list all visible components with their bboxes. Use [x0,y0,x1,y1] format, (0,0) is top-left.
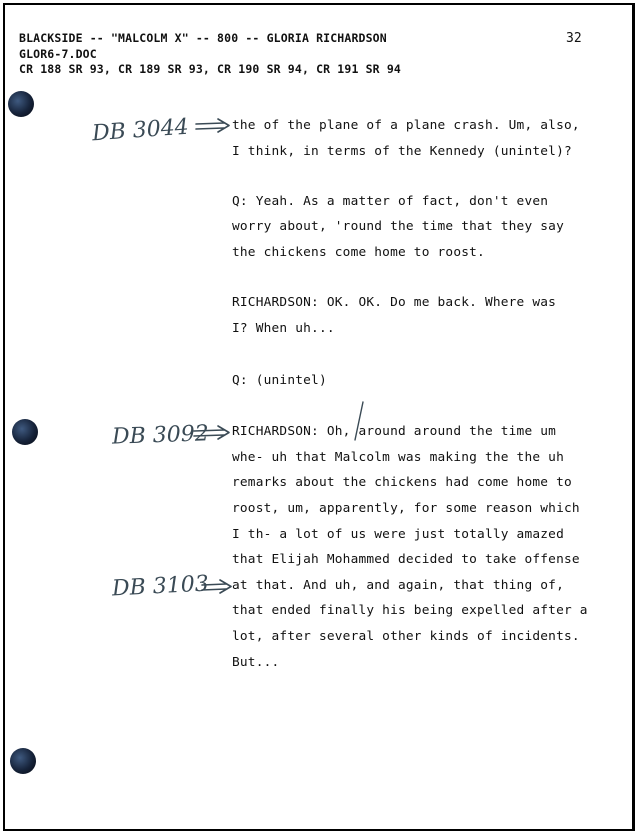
transcript-line: at that. And uh, and again, that thing of, [232,578,564,593]
transcript-line: I th- a lot of us were just totally amazed [232,527,564,542]
transcript-line: Q: Yeah. As a matter of fact, don't even [232,194,549,209]
transcript-line: the of the plane of a plane crash. Um, also, [232,118,580,133]
binder-hole-top [8,91,34,117]
transcript-line: RICHARDSON: Oh, around around the time um [232,424,557,439]
transcript-line: roost, um, apparently, for some reason which [232,501,580,516]
transcript-line: Q: (unintel) [232,373,327,388]
transcript-line: whe- uh that Malcolm was making the the uh [232,450,564,465]
handwritten-slash-mark [351,400,367,442]
binder-hole-bottom [10,748,36,774]
transcript-line: remarks about the chickens had come home to [232,475,572,490]
handwritten-arrow-icon [200,579,234,597]
transcript-line: RICHARDSON: OK. OK. Do me back. Where was [232,295,557,310]
handwritten-arrow-icon [194,118,232,136]
transcript-line: worry about, 'round the time that they say [232,219,564,234]
header-reel-line: CR 188 SR 93, CR 189 SR 93, CR 190 SR 94, CR 191 SR 94 [19,62,401,76]
transcript-line: lot, after several other kinds of incidents. [232,629,580,644]
handwritten-arrow-icon [192,424,232,442]
transcript-line: I? When uh... [232,321,335,336]
header-title-line: BLACKSIDE -- "MALCOLM X" -- 800 -- GLORIA RICHARDSON [19,31,387,45]
transcript-line: that Elijah Mohammed decided to take offense [232,552,580,567]
transcript-line: But... [232,655,280,670]
handwritten-db-note: DB 3103 [111,571,210,602]
handwritten-db-note: DB 3044 [91,114,190,147]
header-filename: GLOR6-7.DOC [19,46,97,61]
document-header [19,31,401,78]
transcript-line: I think, in terms of the Kennedy (unintel)? [232,144,572,159]
binder-hole-middle [12,419,38,445]
handwritten-db-note: DB 3092 [111,421,210,450]
page-number: 32 [566,31,582,46]
transcript-line: the chickens come home to roost. [232,245,485,260]
transcript-line: that ended finally his being expelled after a [232,603,588,618]
